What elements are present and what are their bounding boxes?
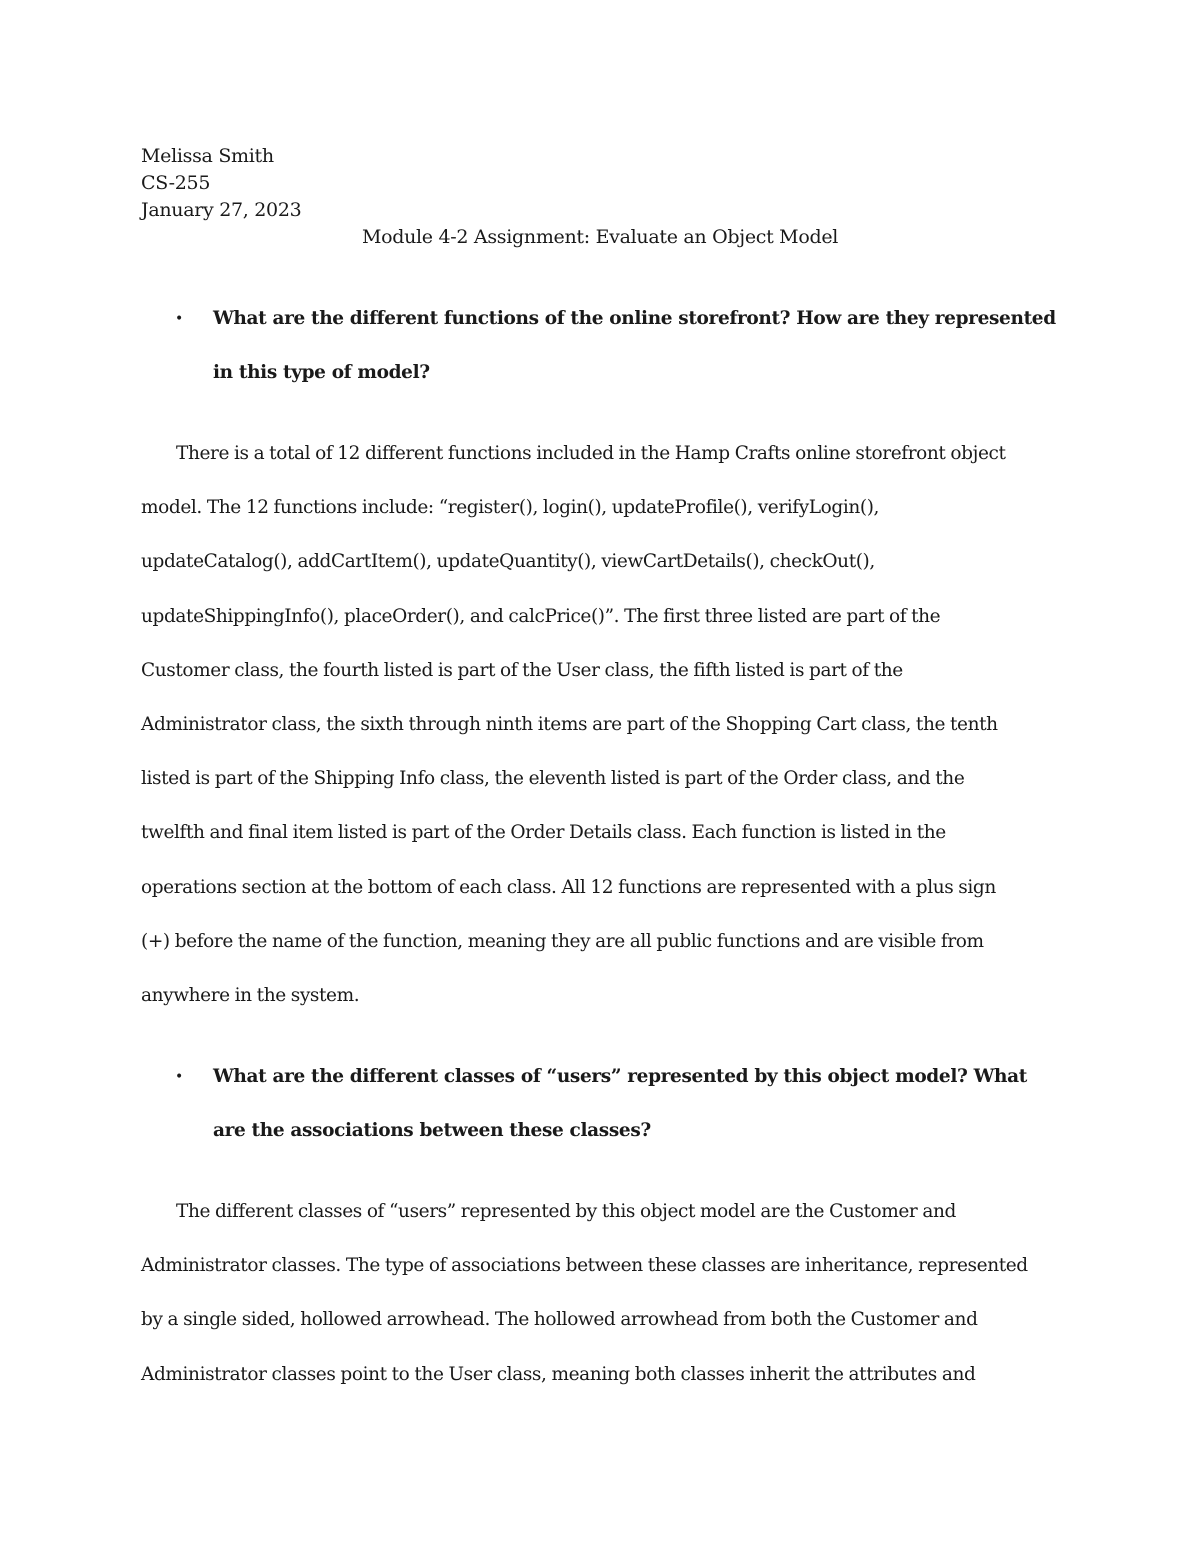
paragraph-line: The different classes of “users” represented by this object model are the Customer and bbox=[176, 1201, 956, 1222]
question-1 bbox=[141, 292, 1071, 400]
answer-paragraph-1 bbox=[141, 427, 1081, 1023]
paragraph-line: (+) before the name of the function, meaning they are all public functions and are visible from bbox=[141, 930, 984, 952]
document-title: Module 4-2 Assignment: Evaluate an Object Model bbox=[361, 226, 839, 248]
paragraph-line: listed is part of the Shipping Info class, the eleventh listed is part of the Order class, and the bbox=[141, 768, 965, 790]
question-line: are the associations between these classes? bbox=[213, 1120, 651, 1141]
paragraph-line: Administrator classes. The type of associations between these classes are inheritance, represented bbox=[141, 1255, 1028, 1277]
paragraph-line: twelfth and final item listed is part of the Order Details class. Each function is listed in the bbox=[141, 822, 946, 844]
document-header bbox=[141, 143, 301, 224]
paragraph-line: by a single sided, hollowed arrowhead. The hollowed arrowhead from both the Customer and bbox=[141, 1309, 978, 1331]
paragraph-line: updateCatalog(), addCartItem(), updateQuantity(), viewCartDetails(), checkOut(), bbox=[141, 551, 875, 573]
answer-paragraph-2 bbox=[141, 1185, 1081, 1402]
question-line: in this type of model? bbox=[213, 362, 430, 383]
paragraph-line: operations section at the bottom of each class. All 12 functions are represented with a plus sign bbox=[141, 876, 996, 898]
paragraph-line: Customer class, the fourth listed is part of the User class, the fifth listed is part of the bbox=[141, 659, 903, 681]
author-name: Melissa Smith bbox=[141, 145, 274, 167]
course-code: CS-255 bbox=[141, 172, 211, 194]
paragraph-line: There is a total of 12 different functions included in the Hamp Crafts online storefront object bbox=[176, 443, 1006, 464]
question-line: What are the different classes of “users” represented by this object model? What bbox=[213, 1066, 1027, 1087]
document-date: January 27, 2023 bbox=[141, 199, 302, 221]
bullet-icon: • bbox=[175, 1069, 183, 1085]
question-line: What are the different functions of the online storefront? How are they represented bbox=[213, 308, 1056, 329]
paragraph-line: anywhere in the system. bbox=[141, 985, 360, 1007]
bullet-icon: • bbox=[175, 311, 183, 327]
paragraph-line: updateShippingInfo(), placeOrder(), and calcPrice()”. The first three listed are part of the bbox=[141, 605, 941, 627]
paragraph-line: Administrator classes point to the User class, meaning both classes inherit the attributes and bbox=[141, 1363, 976, 1385]
paragraph-line: Administrator class, the sixth through ninth items are part of the Shopping Cart class, the tenth bbox=[141, 714, 998, 736]
question-2 bbox=[141, 1050, 1071, 1158]
paragraph-line: model. The 12 functions include: “register(), login(), updateProfile(), verifyLogin(), bbox=[141, 497, 879, 519]
